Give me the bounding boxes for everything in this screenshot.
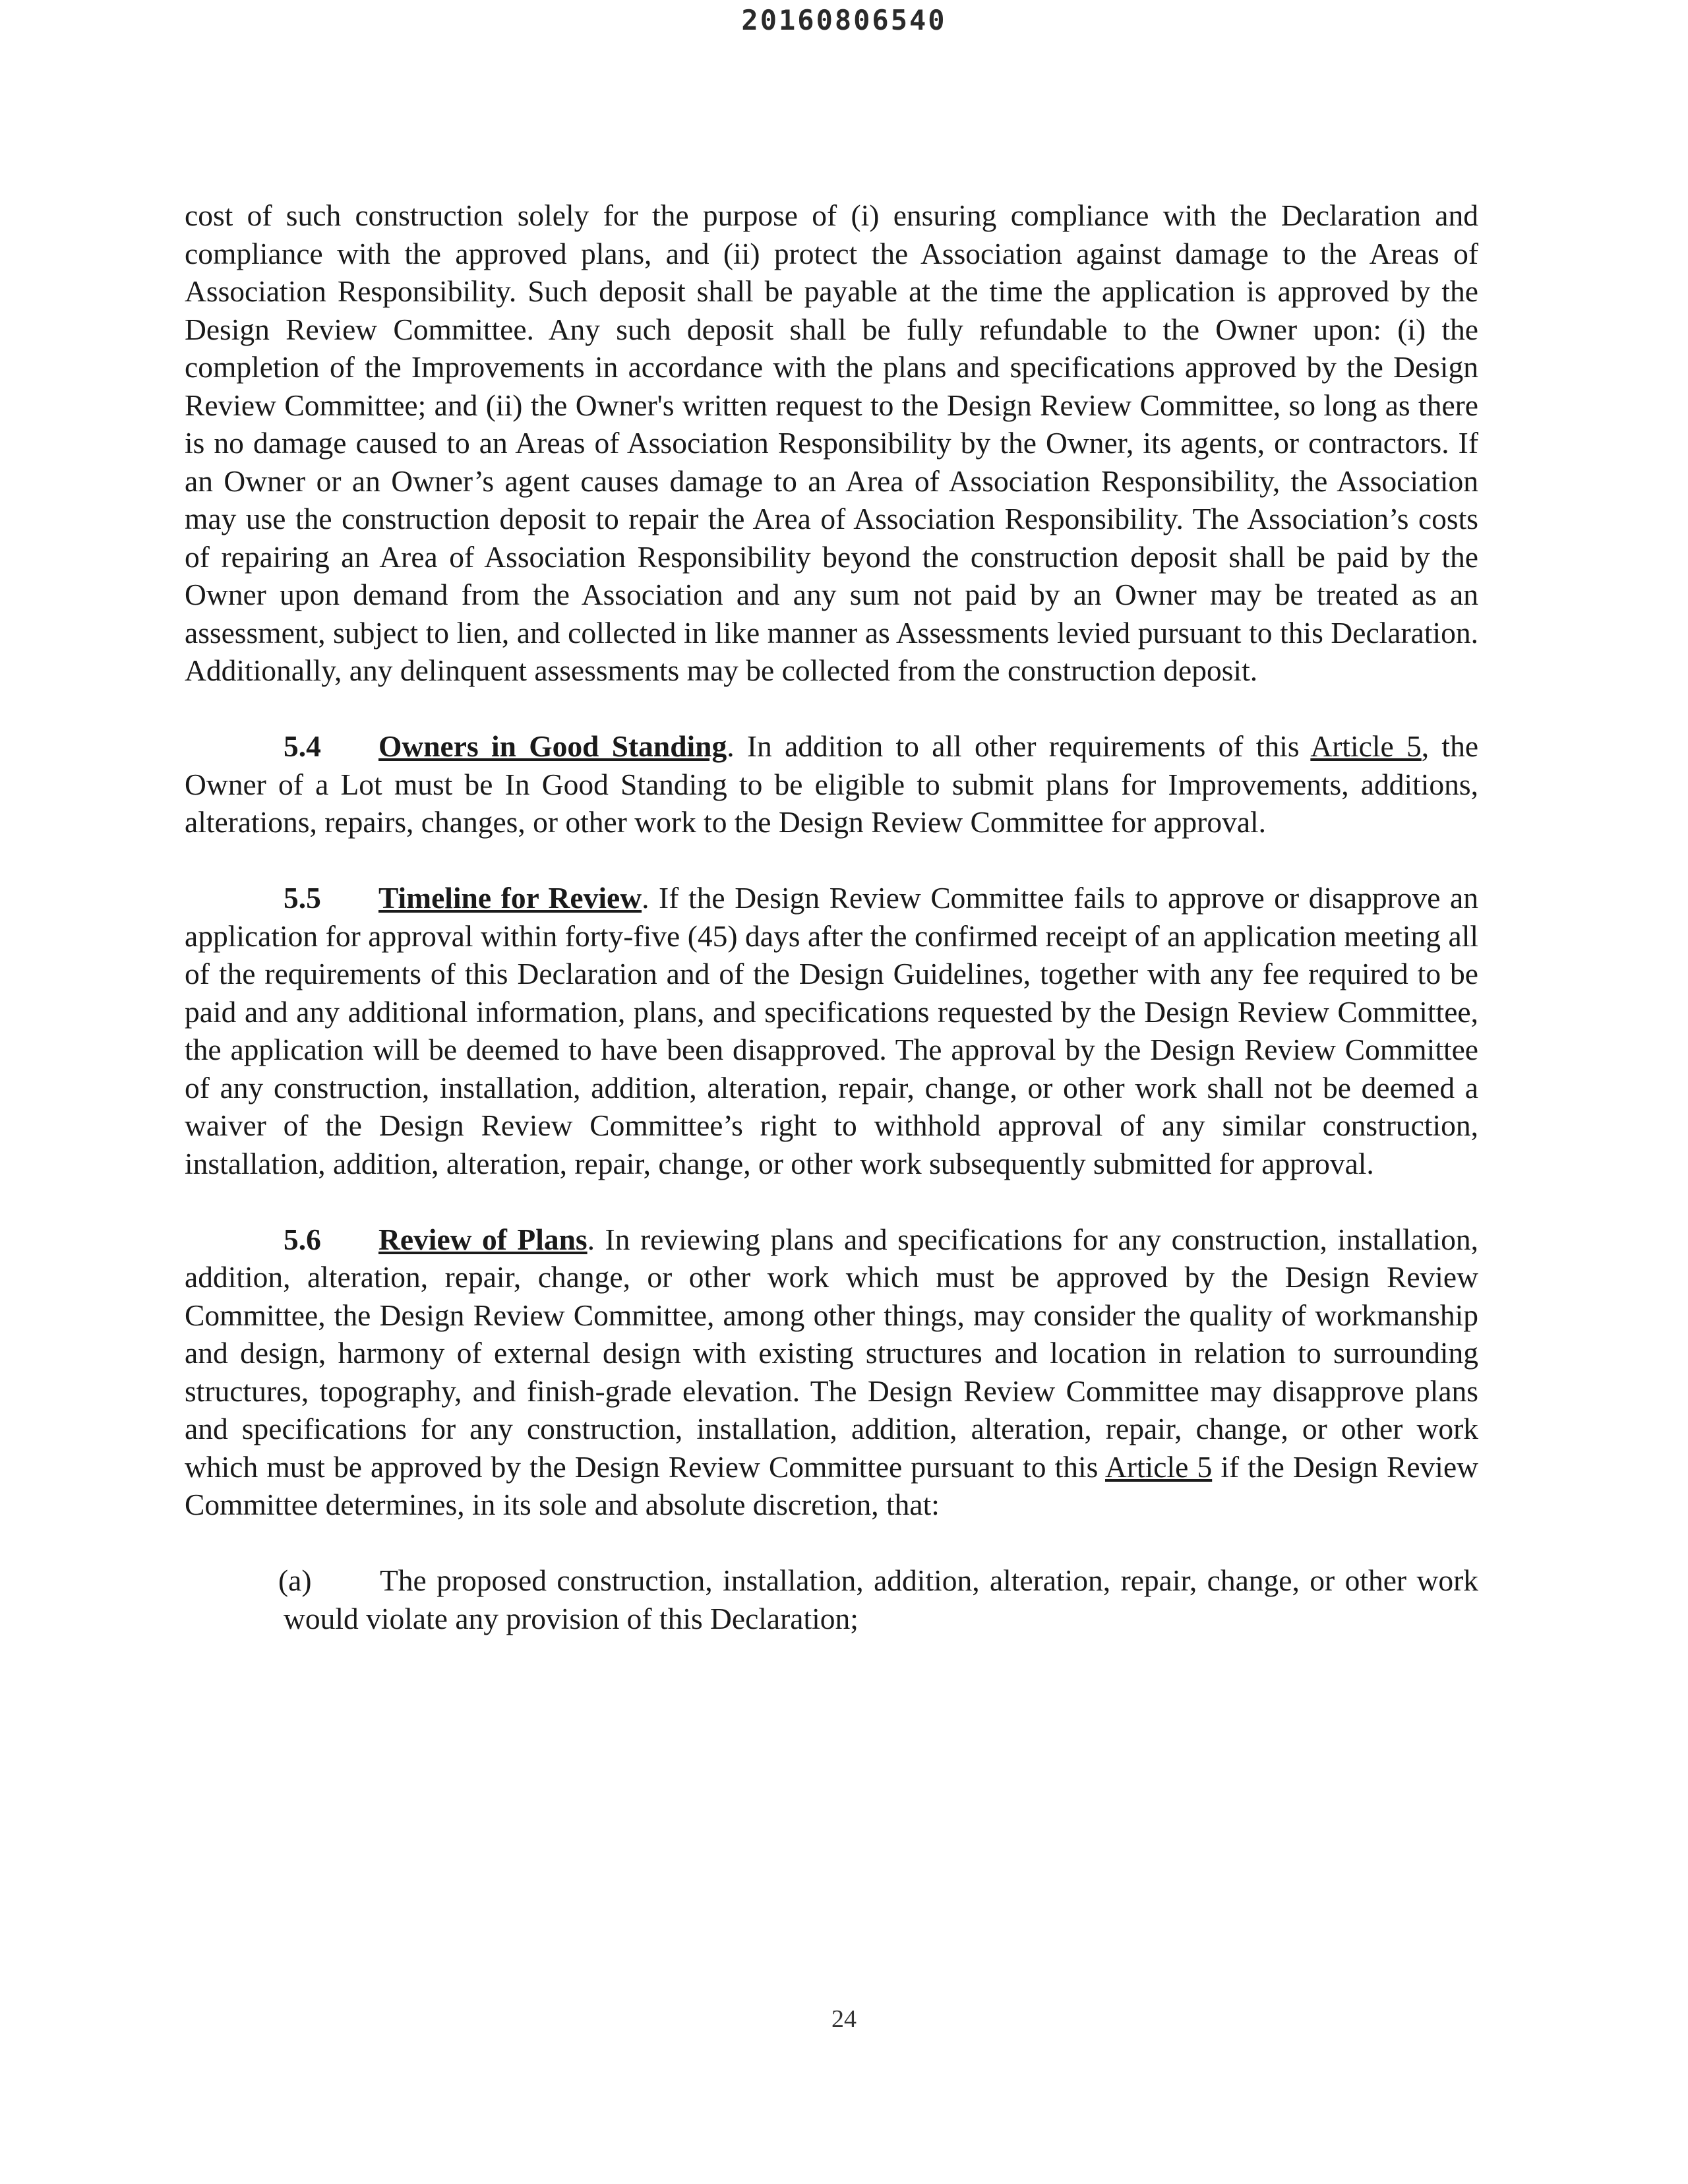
section-5-5-title: Timeline for Review	[378, 881, 642, 915]
continuation-paragraph: cost of such construction solely for the purpose of (i) ensuring compliance with the Declaration and compliance with the approved plans, and (ii) protect the Association against damage to the Areas of Association Responsibility. Such deposit shall be payable at the time the application is approved by the Design Review Committee. Any such deposit shall be fully refundable to the Owner upon: (i) the completion of the Improvements in accordance with the plans and specifications approved by the Design Review Committee; and (ii) the Owner's written request to the Design Review Committee, so long as there is no damage caused to an Areas of Association Responsibility by the Owner, its agents, or contractors. If an Owner or an Owner’s agent causes damage to an Area of Association Responsibility, the Association may use the construction deposit to repair the Area of Association Responsibility. The Association’s costs of repairing an Area of Association Responsibility beyond the construction deposit shall be paid by the Owner upon demand from the Association and any sum not paid by an Owner may be treated as an assessment, subject to lien, and collected in like manner as Assessments levied pursuant to this Declaration. Additionally, any delinquent assessments may be collected from the construction deposit.	[185, 198, 1478, 687]
section-5-4-article-ref: Article 5	[1310, 729, 1422, 763]
section-5-6-title-period: .	[587, 1222, 595, 1256]
section-5-5-title-period: .	[642, 881, 649, 915]
paragraph-gap	[185, 1524, 1478, 1562]
paragraph-gap	[185, 1182, 1478, 1221]
subsection-a	[278, 1562, 1478, 1637]
section-5-4	[185, 727, 1478, 841]
section-5-6-article-ref: Article 5	[1104, 1449, 1213, 1484]
section-5-4-number: 5.4	[284, 729, 321, 763]
subsection-a-label: (a)	[278, 1563, 312, 1597]
section-5-4-text-before-ref: In addition to all other requirements of this	[734, 729, 1311, 763]
section-5-4-text-after-ref: , the Owner of a Lot must be In Good Standing to be eligible to submit plans for Improvements, additions, alterations, repairs, changes, or other work to the Design Review Committee for approval.	[185, 729, 1479, 839]
section-5-6-text-after-ref: if the Design Review Committee determines, in its sole and absolute discretion, that:	[185, 1449, 1478, 1521]
paragraph-gap	[185, 690, 1478, 728]
section-5-6	[185, 1221, 1478, 1524]
section-5-4-title-period: .	[727, 729, 735, 763]
document-number: 20160806540	[741, 4, 947, 36]
page-number: 24	[831, 2005, 857, 2033]
section-5-6-number: 5.6	[284, 1222, 321, 1256]
section-5-4-title: Owners in Good Standing	[378, 729, 727, 763]
section-5-6-text-before-ref: In reviewing plans and specifications for any construction, installation, addition, alteration, repair, change, or other work which must be approved by the Design Review Committee, the Design Review Committee, among other things, may consider the quality of workmanship and design, harmony of external design with existing structures and location in relation to surrounding structures, topography, and finish-grade elevation. The Design Review Committee may disapprove plans and specifications for any construction, installation, addition, alteration, repair, change, or other work which must be approved by the Design Review Committee pursuant to this	[185, 1222, 1478, 1484]
paragraph-gap	[185, 841, 1478, 880]
section-5-5	[185, 879, 1478, 1182]
section-5-6-title: Review of Plans	[378, 1222, 588, 1256]
section-5-5-text: If the Design Review Committee fails to approve or disapprove an application for approval within forty-five (45) days after the confirmed receipt of an application meeting all of the requirements of this Declaration and of the Design Guidelines, together with any fee required to be paid and any additional information, plans, and specifications requested by the Design Review Committee, the application will be deemed to have been disapproved. The approval by the Design Review Committee of any construction, installation, addition, alteration, repair, change, or other work shall not be deemed a waiver of the Design Review Committee’s right to withhold approval of any similar construction, installation, addition, alteration, repair, change, or other work subsequently submitted for approval.	[185, 881, 1478, 1180]
page-body	[185, 197, 1478, 1637]
subsection-a-text: The proposed construction, installation, addition, alteration, repair, change, or other work would violate any provision of this Declaration;	[284, 1563, 1478, 1635]
section-5-5-number: 5.5	[284, 881, 321, 915]
